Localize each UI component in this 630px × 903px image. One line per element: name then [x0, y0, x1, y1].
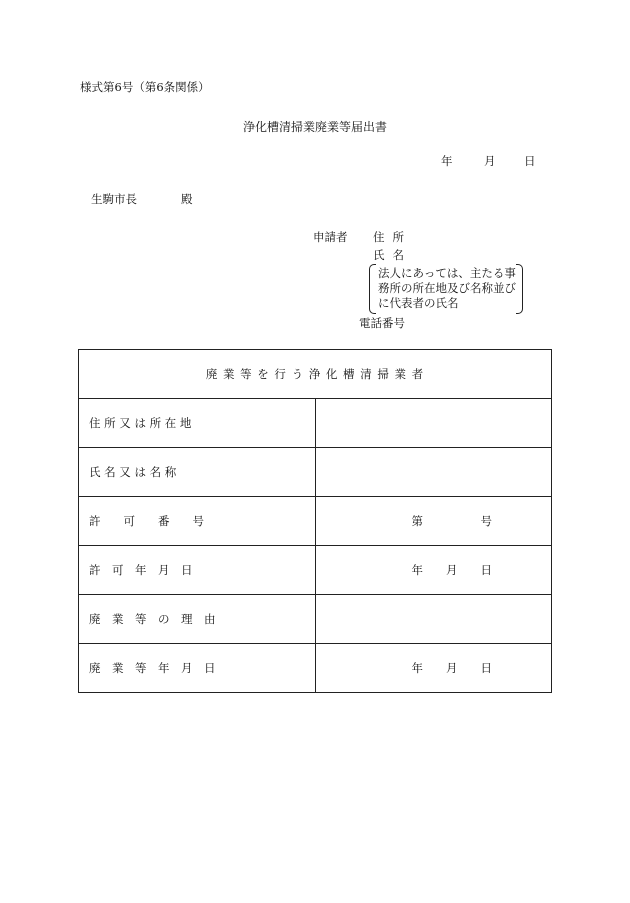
table-row [79, 448, 552, 497]
form-table [78, 349, 552, 693]
row-value-reason[interactable] [315, 595, 552, 644]
table-header: 廃 業 等 を 行 う 浄 化 槽 清 掃 業 者 [79, 350, 552, 399]
row-value-name[interactable] [315, 448, 552, 497]
applicant-address-label: 住所 [373, 230, 412, 244]
date-year-label: 年 [441, 154, 453, 168]
corporation-note-line: 務所の所在地及び名称並び [378, 281, 516, 295]
right-bracket [516, 264, 523, 314]
row-value-closure-date[interactable] [315, 644, 552, 693]
addressee [91, 194, 193, 206]
addressee-name: 生駒市長 [91, 192, 137, 206]
row-value-text: 年 月 日 [411, 563, 492, 577]
row-label-reason [79, 595, 316, 644]
row-label-text: 許 可 番 号 [89, 514, 204, 528]
table-row [79, 399, 552, 448]
applicant-name-label: 氏名 [373, 248, 412, 262]
row-label-text: 廃 業 等 年 月 日 [89, 661, 216, 675]
table-row [79, 644, 552, 693]
date-day-label: 日 [524, 154, 536, 168]
addressee-honorific: 殿 [181, 192, 193, 206]
row-value-text: 年 月 日 [411, 661, 492, 675]
document-title: 浄化槽清掃業廃業等届出書 [242, 120, 387, 134]
row-value-text: 第 号 [411, 514, 492, 528]
left-bracket [369, 264, 376, 314]
row-label-closure-date [79, 644, 316, 693]
table-header-row [79, 350, 552, 399]
row-label-text: 氏 名 又 は 名 称 [89, 465, 177, 479]
row-label-text: 廃 業 等 の 理 由 [89, 612, 216, 626]
row-label-text: 許 可 年 月 日 [89, 563, 193, 577]
row-label-text: 住 所 又 は 所 在 地 [89, 416, 192, 430]
corporation-note-line: 法人にあっては、主たる事 [378, 266, 516, 280]
row-label-address [79, 399, 316, 448]
row-label-name [79, 448, 316, 497]
row-label-permit-number [79, 497, 316, 546]
table-row [79, 497, 552, 546]
date-line [441, 156, 536, 168]
applicant-phone-label: 電話番号 [359, 316, 405, 330]
table-row [79, 595, 552, 644]
row-value-address[interactable] [315, 399, 552, 448]
row-value-permit-number[interactable] [315, 497, 552, 546]
form-number: 様式第6号（第6条関係） [80, 80, 210, 94]
corporation-note [369, 264, 523, 312]
date-month-label: 月 [484, 154, 496, 168]
corporation-note-line: に代表者の氏名 [378, 296, 459, 310]
applicant-label: 申請者 [313, 230, 348, 244]
row-value-permit-date[interactable] [315, 546, 552, 595]
row-label-permit-date [79, 546, 316, 595]
table-row [79, 546, 552, 595]
